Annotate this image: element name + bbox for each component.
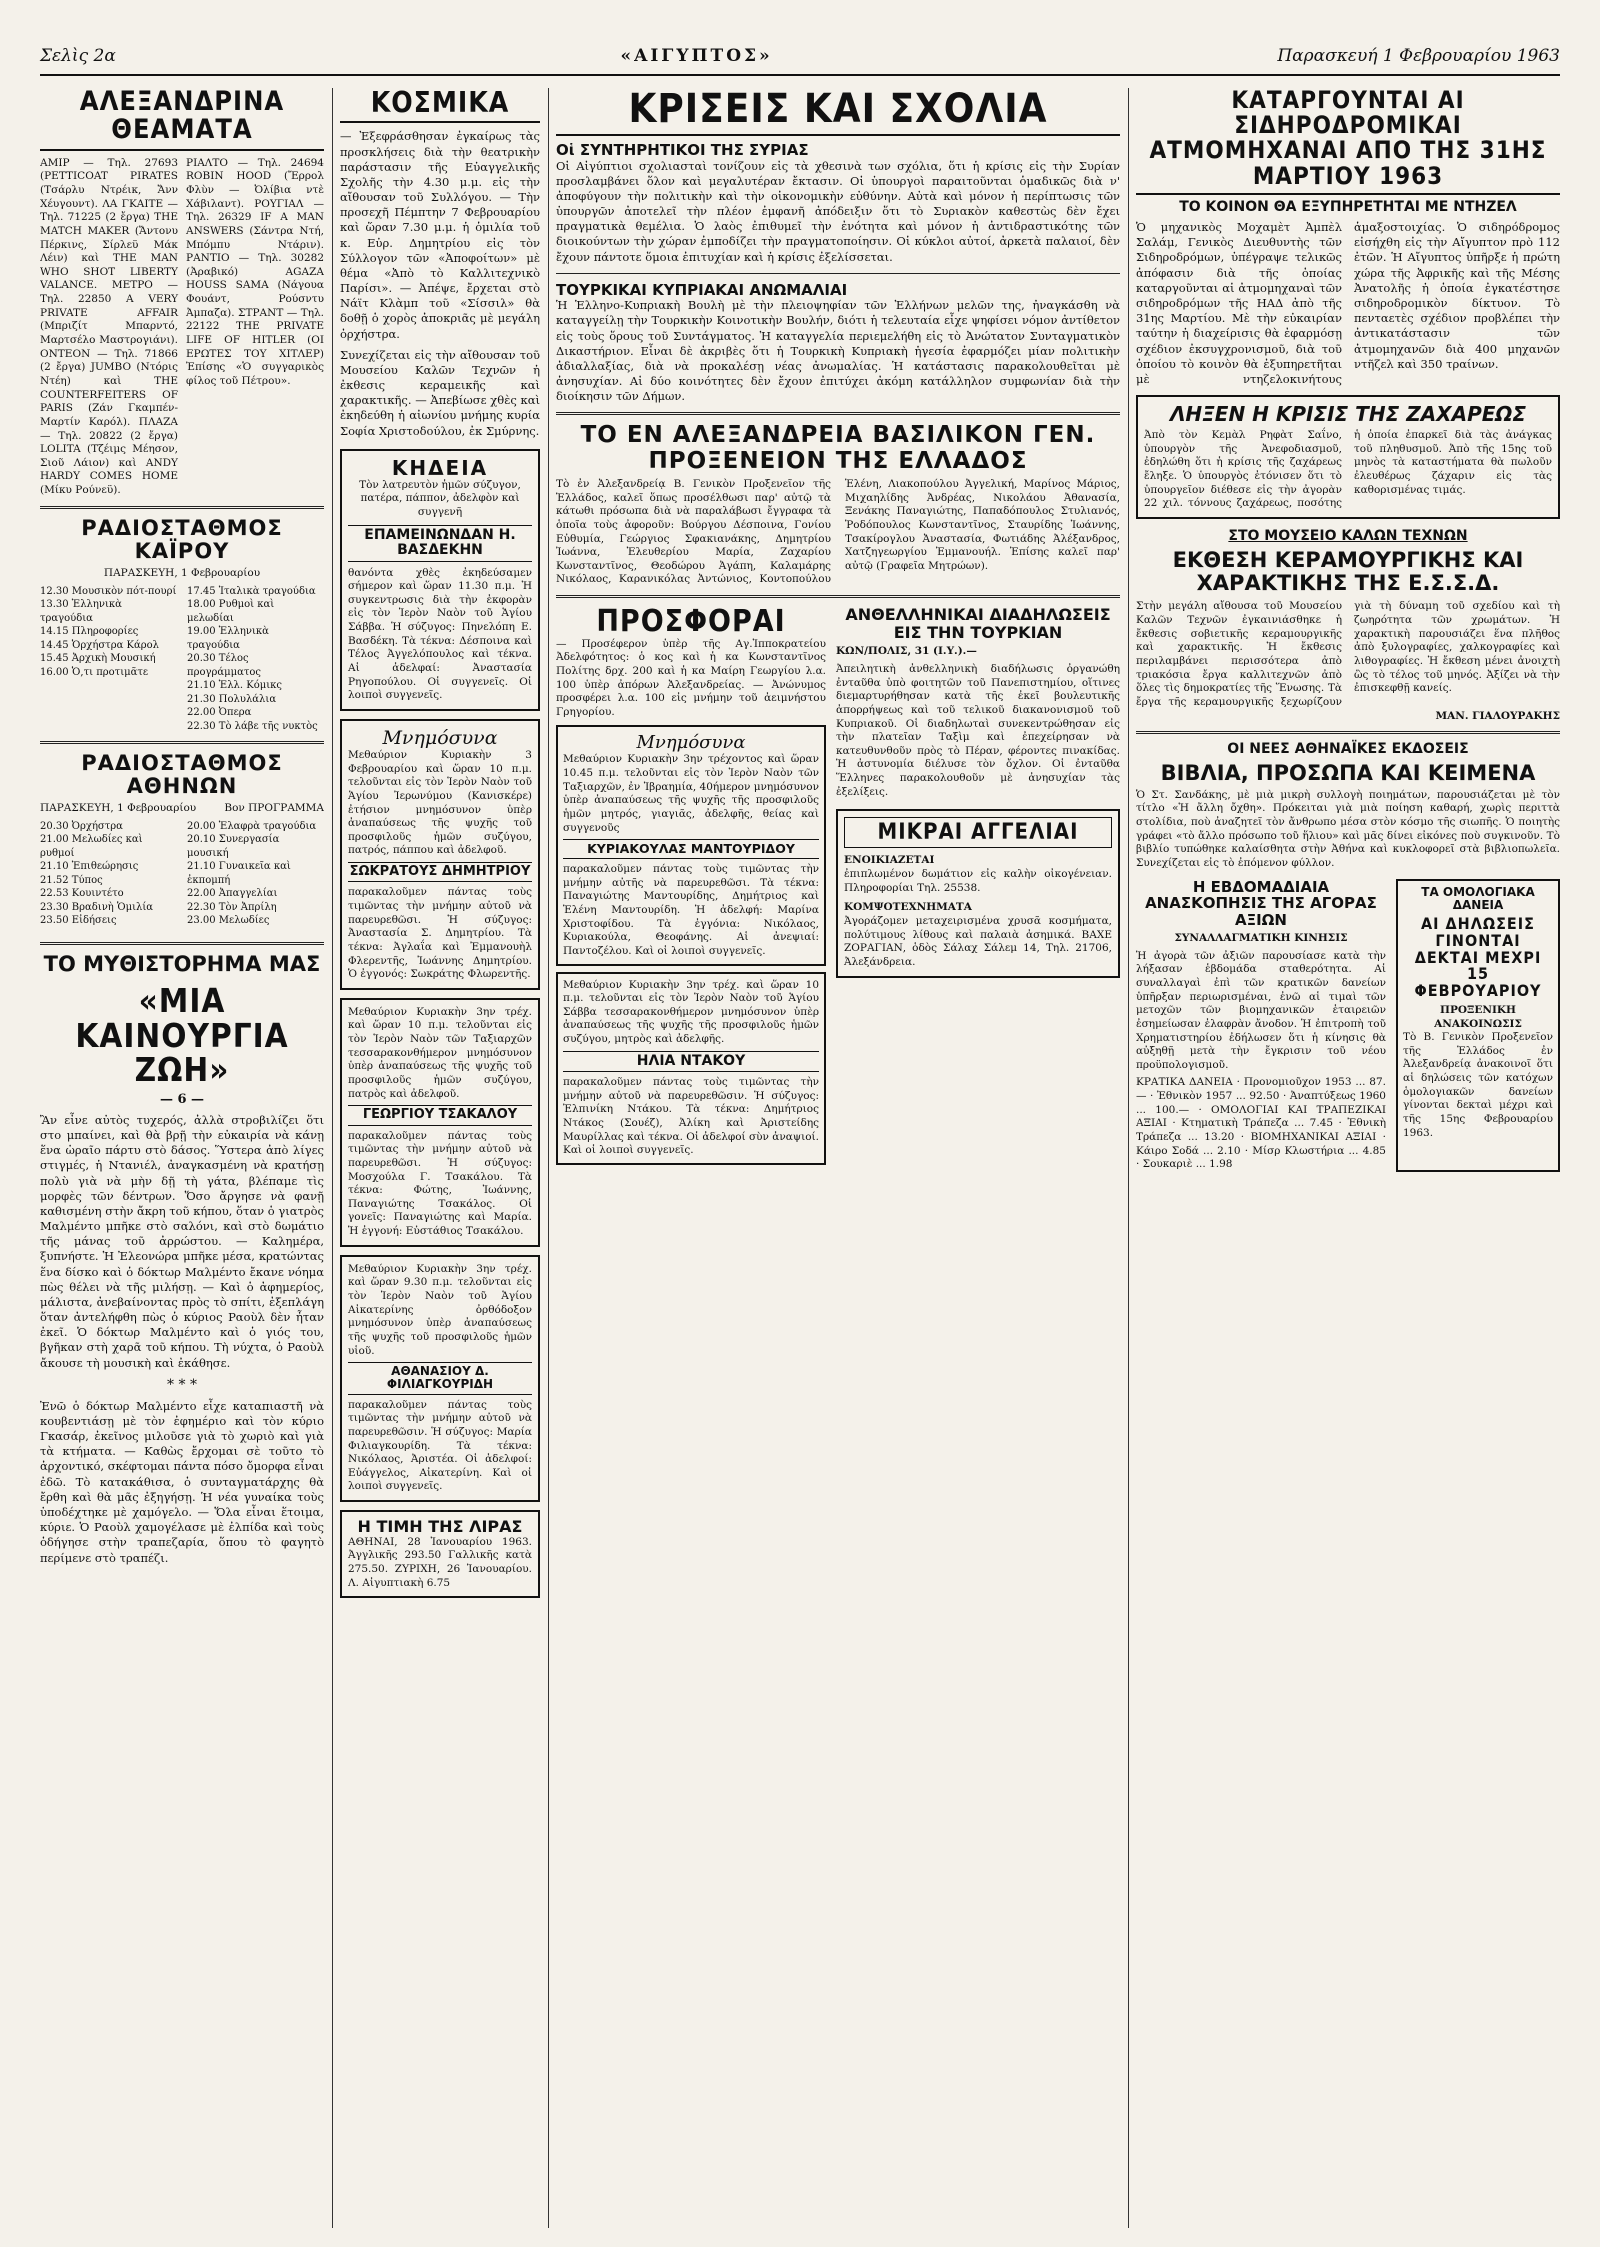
rent-text: ἐπιπλωμένον δωμάτιον εἰς καλὴν οἰκογένειαν. Πληροφορίαι Τηλ. 25538. — [844, 868, 1112, 894]
syria-text: Οἱ Αἰγύπτιοι σχολιασταὶ τονίζουν εἰς τὰ χθεσινὰ των σχόλια, ὅτι ἡ κρίσις εἰς τὴν Συρίαν προσλαμβάνει ὅλον καὶ μεγαλυτέραν ἔκτασιν. Οἱ ὑπουργοὶ παραιτοῦνται ὁμαδικῶς διὰ ν' ἀποφύγουν τὴν πολιτικὴν καὶ τὴν οἰκονομικὴν εὐθύνην. Αὐτὰ καὶ μόνον ἡ περίπτωσις τῶν ὑπουργῶν ἀποτελεῖ τὴν πλέον ἐμφανῆ ἀπόδειξιν ὅτι τὸ Συριακὸν καθεστὼς δὲν ἔχει πραγματικὰ θεμέλια. Ὁ λαὸς ἐπιθυμεῖ τὴν ἐνότητα καὶ μόνον ἡ ἀντιδραστικότης τῶν διοικούντων τὴν χώραν ἐμποδίζει τὴν πραγματοποίησιν. Οἱ κύκλοι αὐτοί, ἀρκετὰ παλαιοί, δὲν ἔχουν πάντοτε ὅμοια ἐπιτυχίαν καὶ ἡ κρίσις ἐξελίσσεται. — [556, 158, 1120, 264]
bonds-title: ΑΙ ΔΗΛΩΣΕΙΣ ΓΙΝΟΝΤΑΙ ΔΕΚΤΑΙ ΜΕΧΡΙ 15 ΦΕΒΡΟΥΑΡΙΟΥ — [1414, 913, 1542, 1001]
museum-author: ΜΑΝ. ΓΙΑΛΟΥΡΑΚΗΣ — [1435, 709, 1560, 722]
gold-price-title: Η ΤΙΜΗ ΤΗΣ ΛΙΡΑΣ — [357, 1517, 523, 1537]
novel-text: Ἂν εἶνε αὐτὸς τυχερός, ἀλλὰ στροβιλίζει ὅτι στο μπαίνει, καὶ θὰ βρῇ τὴν εὐκαιρία νὰ κάνῃ ἕνα ὡραῖο πάρτυ στὸ δάσος. Ὕστερα ἀπὸ λίγες στιγμές, ἡ Ντανιέλ, ἀναγκασμένη νὰ κρατήσῃ πολὺ γιὰ νὰ μὴν δῇ τὴ γάτα, βλέπαμε τὶς μορφὲς τῶν δέντρων. Ὅσο ἄργησε νὰ φανῇ καθισμένη στὴν ἄκρη τοῦ κήπου, ὅταν ὁ γιατρὸς Μαλμέντο μπῆκε στὸ σαλόνι, καὶ στὸ δωμάτιο τῆς μάνας τοῦ ἀρρώστου. — Καλημέρα, ξυπνήστε. Ἡ Ἐλεονώρα μπῆκε μέσα, κρατώντας ἕνα δίσκο καὶ ὁ δόκτωρ Μαλμέντο ἔκανε νόημα πὼς θέλει νὰ τῆς μιλήσῃ. — Καὶ ὁ ἀφημερίος, μάλιστα, ἀνεβαίνοντας πρὸς τὸ σπίτι, ἐξεπλάγη ὅταν ἀντελήφθη πὼς ὁ κύριος Ραοὺλ δὲν ἦταν ἐκεῖ. Ὁ δόκτωρ Μαλμέντο καὶ ὁ γιός του, βγῆκαν στὴ χαρᾶ τοῦ κήπου. Τὴ νύχτα, ὁ Ραοὺλ ἄκουσε τὴ μουσικὴ καὶ ἐκάθησε. — [40, 1112, 324, 1370]
memorial-family: παρακαλοῦμεν πάντας τοὺς τιμῶντας τὴν μνήμην αὐτοῦ νὰ παρευρεθῶσιν. Ἡ σύζυγος: Μαρία Φιλιαγκουρίδη. Τὰ τέκνα: Νικόλαος, Ἀριστέα. Οἱ ἀδελφοί: Εὐάγγελος, Αἰκατερίνη. Καὶ οἱ λοιποὶ συγγενεῖς. — [348, 1398, 532, 1493]
books-kicker: ΟΙ ΝΕΕΣ ΑΘΗΝΑΪΚΕΣ ΕΚΔΟΣΕΙΣ — [1227, 741, 1469, 758]
offers-title: ΠΡΟΣΦΟΡΑΙ — [596, 604, 786, 640]
memorial-text: Μεθαύριον Κυριακὴν 3 Φεβρουαρίου καὶ ὥραν 10 π.μ. τελοῦνται εἰς τὸν Ἱερὸν Ναὸν τοῦ Ἁγίου Ἰερωνύμου (Κανισκέρε) ἐτήσιον μνημόσυνον ὑπὲρ ἀναπαύσεως τῆς ψυχῆς τοῦ προσφιλοῦς ἡμῶν συζύγου, πατρός, πάππου καὶ ἀδελφοῦ. — [348, 748, 532, 857]
bonds-subtitle: ΠΡΟΞΕΝΙΚΗ ΑΝΑΚΟΙΝΩΣΙΣ — [1434, 1003, 1522, 1030]
social-title: ΚΟΣΜΙΚΑ — [340, 88, 540, 123]
small-ads-title: ΜΙΚΡΑΙ ΑΓΓΕΛΙΑΙ — [844, 817, 1112, 848]
museum-title: ΕΚΘΕΣΗ ΚΕΡΑΜΟΥΡΓΙΚΗΣ ΚΑΙ ΧΑΡΑΚΤΙΚΗΣ ΤΗΣ Ε.Σ.Σ.Δ. — [1172, 548, 1524, 596]
social-text-cont: Συνεχίζεται εἰς τὴν αἴθουσαν τοῦ Μουσείου Καλῶν Τεχνῶν ἡ ἐκθεσις κεραμεικῆς καὶ χαρακτικῆς. — Ἀπεβίωσε χθὲς καὶ ἐκηδεύθη ἡ αἰωνίου μνήμης κυρία Σοφία Χριστοδούλου, ἐκ Σμύρνης. — [340, 347, 540, 438]
small-ads — [836, 809, 1120, 977]
sugar-box — [1136, 395, 1560, 519]
funeral-title: ΚΗΔΕΙΑ — [391, 455, 489, 480]
memorial-family: παρακαλοῦμεν πάντας τοὺς τιμῶντας τὴν μνήμην αὐτοῦ νὰ παρευρεθῶσιν. Ἡ σύζυγος: Ἐλπινίκη Ντάκου. Τὰ τέκνα: Δημήτριος Ντάκος (Σουέζ), Ἀλίκη καὶ Ἀριστείδης Μαυρίλλας καὶ τέκνα. Οἱ ἀδελφοί σὺν ἀναψιοί. Καὶ οἱ λοιποὶ συγγενεῖς. — [563, 1076, 819, 1157]
railway-title: ΚΑΤΑΡΓΟΥΝΤΑΙ ΑΙ ΣΙΔΗΡΟΔΡΟΜΙΚΑΙ ΑΤΜΟΜΗΧΑΝΑΙ ΑΠΟ ΤΗΣ 31ΗΣ ΜΑΡΤΙΟΥ 1963 — [1136, 88, 1560, 195]
memorial-family: παρακαλοῦμεν πάντας τοὺς τιμῶντας τὴν μνήμην αὐτοῦ νὰ παρευρεθῶσι. Ἡ σύζυγος: Ἀναστασία Σ. Δημητρίου. Τὰ τέκνα: Ἀγλαΐα καὶ Ἐμμανουὴλ Φλερεντῆς, Ἰωάννης Δημητρίου. Ὁ ἐγγονός: Σωκράτης Φλωρεντῆς. — [348, 886, 532, 981]
novel-instalment: — 6 — — [159, 1091, 205, 1107]
jewelry-heading: ΚΟΜΨΟΤΕΧΝΗΜΑΤΑ — [844, 901, 972, 914]
novel-kicker: ΤΟ ΜΥΘΙΣΤΟΡΗΜΑ ΜΑΣ — [43, 951, 321, 976]
stock-title: Η ΕΒΔΟΜΑΔΙΑΙΑ ΑΝΑΣΚΟΠΗΣΙΣ ΤΗΣ ΑΓΟΡΑΣ ΑΞΙΩΝ — [1145, 877, 1377, 929]
turkish-text: Ἡ Ἑλληνο-Κυπριακὴ Βουλὴ μὲ τὴν πλειοψηφίαν τῶν Ἑλλήνων μελῶν της, ἠναγκάσθη νὰ καταγγείλῃ τὴν Τουρκικὴν Κοινοτικὴν Βουλήν, διότι ἡ τελευταία εἶχε ψηφίσει νόμον ἀντίθετον εἰς τοὺς ὅρους τοῦ Συντάγματος. Ἡ καταγγελία περιεμελήθη εἰς τὸ Ἀνώτατον Συνταγματικὸν Δικαστήριον. Εἶναι δὲ ἀκριβὲς ὅτι ἡ Τουρκικὴ Κυπριακὴ ἡγεσία ἐφαρμόζει μίαν πολιτικὴν ἀδιαλλαξίας, διὰ νὰ προκαλέσῃ νέας ἀνωμαλίας. Ἡ κατάστασις παρακολουθεῖται μὲ ἀνησυχίαν. Αἱ δύο κοινότητες δὲν ἔχουν ἐπιτύχει ἀκόμη κατάλληλον συμφωνίαν διὰ τὴν διοίκησιν τῶν Δήμων. — [556, 298, 1120, 404]
radio-cairo-schedule: 12.30 Μουσικὸν πότ-πουρί 13.30 Ἑλληνικὰ τραγούδια 14.15 Πληροφορίες 14.45 Ὁρχήστρα Κάρολ 15.45 Ἀρχικὴ Μουσική 16.00 Ὁ,τι προτιμᾶτε 17.45 Ἰταλικὰ τραγούδια 18.00 Ρυθμοὶ καὶ μελωδίαι 19.00 Ἑλληνικὰ τραγούδια 20.30 Τέλος προγράμματος 21.10 Ἑλλ. Κόμικς 21.30 Πολυλάλια 22.00 Ὀπερα 22.30 Τὸ λάβε τῆς νυκτὸς — [40, 585, 318, 732]
memorial-text: Μεθαύριον Κυριακὴν 3ην τρέχ. καὶ ὥραν 10 π.μ. τελοῦνται εἰς τὸν Ἱερὸν Ναὸν τῶν Ταξιαρχῶν τεσσαρακονθήμερον μνημόσυνον ὑπὲρ ἀναπαύσεως τῆς ψυχῆς τοῦ προσφιλοῦς ἡμῶν συζύγου, πατρὸς καὶ ἀδελφοῦ. — [348, 1005, 532, 1100]
gold-price-text: ΑΘΗΝΑΙ, 28 Ἰανουαρίου 1963. Ἀγγλικῆς 293.50 Γαλλικῆς κατὰ 275.50. ΖΥΡΙΧΗ, 26 Ἰανουαρίου. Λ. Αἰγυπτιακὴ 6.75 — [348, 1535, 532, 1589]
museum-text: Στὴν μεγάλη αἴθουσα τοῦ Μουσείου Καλῶν Τεχνῶν ἐγκαινιάσθηκε ἡ ἔκθεσις σοβιετικῆς κεραμουργικῆς καὶ χαρακτικῆς. Ἡ ἔκθεσις περιλαμβάνει περισσότερα ἀπὸ τριακόσια ἔργα καλλιτεχνῶν ἀπὸ ὅλες τὶς δημοκρατίες τῆς Ἕνωσης. Τὰ ἔργα τῆς κεραμουργικῆς ξεχωρίζουν γιὰ τὴ δύναμη τοῦ σχεδίου καὶ τὴ ζωηρότητα τῶν χρωμάτων. Ἡ χαρακτικὴ παρουσιάζει ἕνα πλῆθος ἀπὸ ξυλογραφίες, χαλκογραφίες καὶ λιθογραφίες. Ἡ ἔκθεση μένει ἀνοιχτὴ ὣς τὸ τέλος τοῦ μηνός. Ἀξίζει νὰ τὴν ἐπισκεφθῇ κανείς. — [1136, 600, 1560, 708]
stock-subtitle: ΣΥΝΑΛΛΑΓΜΑΤΙΚΗ ΚΙΝΗΣΙΣ — [1174, 932, 1348, 945]
page-number: Σελὶς 2α — [40, 46, 116, 66]
radio-athens-schedule: 20.30 Ὀρχήστρα 21.00 Μελωδίες καὶ ρυθμοί 21.10 Ἐπιθεώρησις 21.52 Τύπος 22.53 Κουιντέτο 23.30 Βραδινὴ Ὁμιλία 23.50 Εἰδήσεις 20.00 Ἐλαφρὰ τραγούδια 20.10 Συνεργασία μουσική 21.10 Γυναικεῖα καὶ ἐκπομπή 22.00 Ἀπαγγελίαι 22.30 Τὸν Ἀπρίλη 23.00 Μελωδίες — [40, 820, 317, 927]
column-social — [340, 88, 540, 2228]
bonds-notice — [1396, 879, 1560, 1172]
books-text: Ὁ Στ. Σανδάκης, μὲ μιὰ μικρὴ συλλογὴ ποιημάτων, παρουσιάζεται μὲ τὸν τίτλο «Ἡ ἄλλη ὄχθη». Πρόκειται γιὰ μιὰ ποίηση καθαρή, χωρὶς περιττὰ στολίδια, ποὺ ἀναζητεῖ τὸν ἄνθρωπο μέσα στὸν κόσμο τῆς σιωπῆς. Ὁ ποιητὴς γράφει «τὸ ἄλλο πρόσωπο τοῦ ἥλιου» καὶ μᾶς δίνει εἰκόνες ποὺ συγκινοῦν. Τὸ βιβλίο τυπώθηκε καλαίσθητα στὴν Ἀθήνα καὶ κυκλοφορεῖ στὰ βιβλιοπωλεῖα. Συνεχίζεται εἰς τὸ ἐπόμενον φύλλον. — [1136, 788, 1560, 869]
memorial-name: ΓΕΩΡΓΙΟΥ ΤΣΑΚΑΛΟΥ — [348, 1105, 532, 1125]
riot-title: ΑΝΘΕΛΛΗΝΙΚΑΙ ΔΙΑΔΗΛΩΣΕΙΣ ΕΙΣ ΤΗΝ ΤΟΥΡΚΙΑΝ — [845, 605, 1111, 642]
sugar-text: Ἀπὸ τὸν Κεμὰλ Ρηφὰτ Σαΐνο, ὑπουργὸν τῆς Ἀνεφοδιασμοῦ, ἐδηλώθη ὅτι ἡ κρίσις τῆς ζαχάρεως ἔληξε. Ὁ ὑπουργὸς ἐτόνισεν ὅτι τὸ ὑπουργεῖον διέθεσε εἰς τὴν ἀγορὰν 22 χιλ. τόννους ζαχάρεως, ποσότης ἡ ὁποία ἐπαρκεῖ διὰ τὰς ἀνάγκας τοῦ πληθυσμοῦ. Ἀπὸ τῆς 15ης τοῦ μηνὸς τὰ καταστήματα θὰ πωλοῦν ἐλευθέρως ζάχαριν εἰς τὰς καθορισμένας τιμάς. — [1144, 429, 1552, 510]
funeral-notice — [340, 449, 540, 711]
memorial-notice — [556, 725, 826, 965]
railway-subtitle: ΤΟ ΚΟΙΝΟΝ ΘΑ ΕΞΥΠΗΡΕΤΗΤΑΙ ΜΕ ΝΤΗΖΕΛ — [1179, 198, 1517, 215]
memorial-name: ΚΥΡΙΑΚΟΥΛΑΣ ΜΑΝΤΟΥΡΙΔΟΥ — [563, 839, 819, 859]
memorial-notice — [340, 998, 540, 1247]
commentary-title: ΚΡΙΣΕΙΣ ΚΑΙ ΣΧΟΛΙΑ — [556, 88, 1120, 136]
radio-cairo-day: ΠΑΡΑΣΚΕΥΗ, 1 Φεβρουαρίου — [103, 566, 261, 579]
theatres-listing: ΑΜΙΡ — Τηλ. 27693 (PETTICOAT PIRATES (Τσάρλυ Ντρέικ, Ἄνν Χέυγουντ). ΛΑ ΓΚΑΙΤΕ — Τηλ. 71225 (2 ἔργα) THE MATCH MAKER (Ἄντονυ Πέρκινς, Σίρλεϋ Μάκ Λέιν) καὶ THE MAN WHO SHOT LIBERTY VALANCE. ΜΕΤΡΟ — Τηλ. 22850 A VERY PRIVATE AFFAIR (Μπριζίτ Μπαρντό, Μαρτσέλο Μαστρογιάνι). ΟΝΤΕΟΝ — Τηλ. 71866 (2 ἔργα) JUMBO (Ντόρις Ντέη) καὶ THE COUNTERFEITERS OF PARIS (Ζάν Γκαμπέν-Μαρτίν Καρόλ). ΠΛΑΖΑ — Τηλ. 20822 (2 ἔργα) LOLITA (Τζέιμς Μέησον, Σιοῦ Λάιον) καὶ ANDY HARDY COMES HOME (Μίκυ Ρούνεϋ). — [40, 156, 178, 497]
funeral-name: ΕΠΑΜΕΙΝΩΝΔΑΝ Η. ΒΑΣΔΕΚΗΝ — [348, 525, 532, 562]
rent-heading: ΕΝΟΙΚΙΑΖΕΤΑΙ — [844, 854, 935, 867]
stock-text: Ἡ ἀγορὰ τῶν ἀξιῶν παρουσίασε κατὰ τὴν λήξασαν ἑβδομάδα σταθερότητα. Αἱ συναλλαγαὶ ἐπὶ τῶν κρατικῶν δανείων ὑπῆρξαν περιωρισμέναι, ἐνῶ αἱ τιμαὶ τῶν μετοχῶν τῶν βιομηχανικῶν ἑταιρειῶν ἐσημείωσαν ἐλαφρὰν ἄνοδον. Ἡ ἐπιτροπὴ τοῦ Χρηματιστηρίου ἐδήλωσεν ὅτι ἡ κίνησις θὰ αὐξηθῇ μετὰ τὴν ἔγκρισιν τοῦ νέου προϋπολογισμοῦ. — [1136, 949, 1386, 1071]
radio-athens-title: ΡΑΔΙΟΣΤΑΘΜΟΣ ΑΘΗΝΩΝ — [81, 751, 283, 799]
column-rule — [332, 88, 333, 2228]
railway-text: Ὁ μηχανικὸς Μοχαμὲτ Ἀμπὲλ Σαλάμ, Γενικὸς Διευθυντὴς τῶν Σιδηροδρόμων, ὑπέγραψε τελικῶς ἀπόφασιν διὰ τῆς ὁποίας καταργοῦνται αἱ ἀτμομηχαναὶ τῶν σιδηροδρόμων τῆς ΗΑΔ ἀπὸ τῆς 31ης Μαρτίου. Μὲ τὴν εὐκαιρίαν ταύτην ἡ διαχείρισις θὰ ἐφαρμόσῃ σχέδιον ἐκσυγχρονισμοῦ, διὰ τοῦ ὁποίου τὸ κοινὸν θὰ ἐξυπηρετῆται μὲ ντηζελοκινήτους ἁμαξοστοιχίας. Ὁ σιδηρόδρομος εἰσήχθη εἰς τὴν Αἴγυπτον πρὸ 112 ἐτῶν. Ἡ Αἴγυπτος ὑπῆρξε ἡ πρώτη χώρα τῆς Ἀφρικῆς καὶ τῆς Μέσης Ἀνατολῆς ἡ ὁποία ἐγκατέστησε σιδηροδρομικὸν δίκτυον. Τὸ πενταετὲς σχέδιον προβλέπει τὴν ἀντικατάστασιν τῶν ἀτμομηχανῶν διὰ 400 μηχανῶν ντῆζελ καὶ 350 τραίνων. — [1136, 220, 1560, 386]
museum-kicker: ΣΤΟ ΜΟΥΣΕΙΟ ΚΑΛΩΝ ΤΕΧΝΩΝ — [1228, 527, 1468, 544]
memorial-family: παρακαλοῦμεν πάντας τοὺς τιμῶντας τὴν μνήμην αὐτοῦ νὰ παρευρεθῶσι. Ἡ σύζυγος: Μοσχούλα Γ. Τσακάλου. Τὰ τέκνα: Φώτης, Ἰωάννης, Παναγιώτης Τσακάλος. Οἱ γονεῖς: Παναγιώτης καὶ Μαρία. Ἡ ἐγγονή: Εὐστάθιος Τσακάλου. — [348, 1129, 532, 1238]
memorial-text: Μεθαύριον Κυριακὴν 3ην τρέχ. καὶ ὥραν 9.30 π.μ. τελοῦνται εἰς τὸν Ἱερὸν Ναὸν τοῦ Ἁγίου Αἰκατερίνης ὀρθόδοξον μνημόσυνον ὑπὲρ ἀναπαύσεως τῆς ψυχῆς τοῦ προσφιλοῦς ἡμῶν υἱοῦ. — [348, 1262, 532, 1357]
memorial-notice — [340, 719, 540, 990]
novel-text-cont: Ἐνῶ ὁ δόκτωρ Μαλμέντο εἶχε καταπιαστῆ νὰ κουβεντιάσῃ μὲ τὸν ἐφημέριο καὶ τὸν κύριο Γκασάρ, ἐκεῖνος μιλοῦσε γιὰ τὸ χωριὸ καὶ γιὰ τὰ κτήματα. — Καθὼς ἔρχομαι σὲ τοῦτο τὸ ἀρχοντικό, σκέφτομαι πάντα πόσο ὄμορφα εἶναι ἐδῶ. Τὸ κατακάθισα, ὁ συνταγματάρχης θὰ ἔρθη καὶ θὰ μᾶς ἐξηγήσῃ. Ἡ νέα γυναίκα τοὺς ὑποδέχτηκε μὲ χαμόγελο. — Ὅλα εἶναι ἕτοιμα, κύριε. Ὁ Ραοὺλ χαμογέλασε μὲ ἐλπίδα καὶ τοὺς ὁδήγησε στὴν τραπεζαρία, ὅπου τὸ φαγητὸ περίμενε στὸ τραπέζι. — [40, 1398, 324, 1565]
memorial-title: Μνημόσυνα — [636, 732, 746, 754]
radio-athens-program: Βον ΠΡΟΓΡΑΜΜΑ — [224, 802, 324, 815]
books-title: ΒΙΒΛΙΑ, ΠΡΟΣΩΠΑ ΚΑΙ ΚΕΙΜΕΝΑ — [1160, 760, 1536, 785]
consulate-text: Τὸ ἐν Ἀλεξανδρείᾳ Β. Γενικὸν Προξενεῖον τῆς Ἑλλάδος, καλεῖ ὅπως προσέλθωσι παρ' αὐτῷ τὰ κάτωθι πρόσωπα διὰ νὰ παραλάβωσι ἔγγραφα τὰ ὁποῖα τοὺς ἀφοροῦν: Βούργου Δέσποινα, Γονίου Εὐθυμία, Γεώργιος Σφακιανάκης, Δημητρίου Ἰωάννα, Ἐλευθερίου Μαρία, Ζαχαρίου Κωνσταντῖνος, Θεοδώρου Ἀγάπη, Καλαμάρης Νικόλαος, Καρανικόλας Ἀντώνιος, Κοντοπούλου Ἑλένη, Λιακοπούλου Ἀγγελική, Μαρίνος Μάριος, Μιχαηλίδης Ἀνδρέας, Νικολάου Ἀθανασία, Ξενάκης Παναγιώτης, Παπαδόπουλος Στυλιανός, Ῥοδόπουλος Κωνσταντῖνος, Σταυρίδης Ἰωάννης, Τσακίρογλου Ἀναστασία, Φωτιάδης Ἀλέξανδρος, Χατζηγεωργίου Ἐμμανουήλ. Ἐπίσης καλεῖ παρ' αὐτῷ (Γραφεῖα Μητρώων). — [556, 478, 1120, 586]
memorial-name: ΗΛΙΑ ΝΤΑΚΟΥ — [563, 1051, 819, 1072]
bonds-kicker: ΤΑ ΟΜΟΛΟΓΙΑΚΑ ΔΑΝΕΙΑ — [1421, 884, 1535, 912]
column-rule — [548, 88, 549, 2228]
column-commentary — [556, 88, 1120, 2228]
offers-column — [556, 606, 826, 1165]
syria-heading: Οἱ ΣΥΝΤΗΡΗΤΙΚΟΙ ΤΗΣ ΣΥΡΙΑΣ — [556, 141, 809, 159]
memorial-text: Μεθαύριον Κυριακὴν 3ην τρέχ. καὶ ὥραν 10 π.μ. τελοῦνται εἰς τὸν Ἱερὸν Ναὸν τοῦ Ἁγίου Σάββα τεσσαρακονθήμερον μνημόσυνον ὑπὲρ ἀναπαύσεως τῆς ψυχῆς τῆς προσφιλοῦς ἡμῶν συζύγου, μητρὸς καὶ ἀδελφῆς. — [563, 978, 819, 1046]
theatres-listing-cont: ΡΙΑΛΤΟ — Τηλ. 24694 ROBIN HOOD (Ἔρρολ Φλὺν — Ὀλίβια ντὲ Χάβιλαντ). ΡΟΥΓΙΑΛ — Τηλ. 26329 IF A MAN ANSWERS (Σάντρα Ντή, Μπόμπυ Ντάριν). ΡΑΝΤΙΟ — Τηλ. 30282 (Ἀραβικό) AGAZA HOUSS SAMA (Νάγουα Φουάντ, Ρούσντυ Ἀμπαζα). ΣΤΡΑΝΤ — Τηλ. 22122 THE PRIVATE LIFE OF HITLER (ΟΙ ΕΡΩΤΕΣ ΤΟΥ ΧΙΤΛΕΡ) Ἐπίσης «Ὁ συγγαρικὸς φίλος τοῦ Πέτρου». — [186, 156, 324, 387]
column-rule — [1128, 88, 1129, 2228]
stock-review — [1136, 879, 1386, 1172]
riot-dateline: ΚΩΝ/ΠΟΛΙΣ, 31 (Ι.Υ.).— — [836, 645, 977, 658]
column-entertainment — [40, 88, 324, 2228]
riot-text: Ἀπειλητικὴ ἀνθελληνικὴ διαδήλωσις ὀργανώθη ἐνταῦθα ὑπὸ φοιτητῶν τοῦ Πανεπιστημίου, οἵτινες διεμαρτυρήθησαν κατὰ τῆς ἐκεῖ βουλευτικῆς ἀπορρήψεως καὶ τοῦ τελικοῦ διακανονισμοῦ τοῦ Κυπριακοῦ. Οἱ διαδηλωταὶ συνεκεντρώθησαν εἰς τὴν πλατεῖαν Ταξὶμ καὶ ἐπεχείρησαν νὰ κατευθυνθοῦν πρὸς τὸ Πέραν, φέροντες πινακίδας. Ἡ ἀστυνομία διέλυσε τὸν ὄχλον. Οἱ ἐνταῦθα Ἕλληνες παρακολουθοῦν μὲ ἀνησυχίαν τὰς ἐξελίξεις. — [836, 662, 1120, 798]
bonds-text: Τὸ Β. Γενικὸν Προξενεῖον τῆς Ἑλλάδος ἐν Ἀλεξανδρείᾳ ἀνακοινοῖ ὅτι αἱ δηλώσεις τῶν κατόχων ὁμολογιακῶν δανείων γίνονται δεκταὶ μέχρι καὶ τῆς 15ης Φεβρουαρίου 1963. — [1403, 1031, 1553, 1139]
jewelry-text: Ἀγοράζομεν μεταχειρισμένα χρυσᾶ κοσμήματα, πολύτιμους λίθους καὶ παλαιὰ ἀσημικά. ΒΑΧΕ ΖΟΡΑΓΙΑΝ, ὁδὸς Σάλαχ Σάλεμ 14, Τηλ. 21706, Ἀλεξάνδρεια. — [844, 915, 1112, 968]
sugar-title: ΛΗΞΕΝ Η ΚΡΙΣΙΣ ΤΗΣ ΖΑΧΑΡΕΩΣ — [1169, 402, 1527, 427]
memorial-notice — [556, 972, 826, 1165]
memorial-title: Μνημόσυνα — [382, 726, 498, 749]
social-text: — Ἐξεφράσθησαν ἐγκαίρως τὰς προσκλήσεις διὰ τὴν θεατρικὴν παράστασιν τῆς Εὐαγγελικῆς Σχολῆς τὴν 4.30 μ.μ. εἰς τὴν αἴθουσαν τοῦ Συλλόγου. — Τὴν προσεχῆ Πέμπτην 7 Φεβρουαρίου καὶ ὥραν 7.30 μ.μ. ἡ ὁμιλία τοῦ κ. Εὐρ. Δημητρίου εἰς τὸν Σύλλογον τῶν «Ἀποφοίτων» μὲ θέμα «Ἀπὸ τὸ Καλλιτεχνικὸ Παρίσι». — Ἀπέψε, ἔρχεται στὸ Νάϊτ Κλὰμπ τοῦ «Σίσσιλ» θὰ δοθῇ ὁ χορὸς ἀποκριᾶς μὲ μεγάλη ὀρχήστρα. — [340, 129, 540, 341]
memorial-notice — [340, 1255, 540, 1502]
masthead — [40, 38, 1560, 76]
newspaper-page — [40, 38, 1560, 2228]
newspaper-name: «ΑΙΓΥΠΤΟΣ» — [620, 46, 773, 66]
memorial-name: ΣΩΚΡΑΤΟΥΣ ΔΗΜΗΤΡΙΟΥ — [348, 862, 532, 882]
issue-date: Παρασκευή 1 Φεβρουαρίου 1963 — [1277, 46, 1560, 66]
riot-column — [836, 606, 1120, 1165]
funeral-text: θανόντα χθὲς ἐκηδεύσαμεν σήμερον καὶ ὥραν 11.30 π.μ. Ἡ συγκεντρωσις διὰ τὴν ἐκφορὰν εἰς τὸν Ἱερὸν Ναὸν τοῦ Ἁγίου Σάββα. Ἡ σύζυγος: Πηνελόπη Ε. Βασδέκη. Τὰ τέκνα: Δέσποινα καὶ Τέλος Ἀγγελόπουλος καὶ τέκνα. Αἱ ἀδελφαί: Ἀναστασία Ρηγοπούλου. Οἱ συγγενεῖς. Οἱ λοιποὶ συγγενεῖς. — [348, 566, 532, 702]
memorial-name: ΑΘΑΝΑΣΙΟΥ Δ. ΦΙΛΙΑΓΚΟΥΡΙΔΗ — [348, 1362, 532, 1394]
gold-price-box — [340, 1510, 540, 1598]
turkish-heading: ΤΟΥΡΚΙΚΑΙ ΚΥΠΡΙΑΚΑΙ ΑΝΩΜΑΛΙΑΙ — [556, 280, 848, 299]
novel-title: «ΜΙΑ ΚΑΙΝΟΥΡΓΙΑ ΖΩΗ» — [75, 980, 289, 1090]
funeral-intro: Τὸν λατρευτὸν ἡμῶν σύζυγον, πατέρα, πάππον, ἀδελφὸν καὶ συγγενῆ — [359, 478, 521, 519]
stock-prices: ΚΡΑΤΙΚΑ ΔΑΝΕΙΑ · Προνομιοῦχον 1953 ... 87.— · Ἐθνικὸν 1957 ... 92.50 · Ἀναπτύξεως 1960 ... 100.— · ΟΜΟΛΟΓΙΑΙ ΚΑΙ ΤΡΑΠΕΖΙΚΑΙ ΑΞΙΑΙ · Κτηματικὴ Τράπεζα ... 7.45 · Ἐθνικὴ Τράπεζα ... 13.20 · ΒΙΟΜΗΧΑΝΙΚΑΙ ΑΞΙΑΙ · Κάιρο Σοδά ... 2.10 · Μίσρ Κλωστήρια ... 4.85 · Σουκαριὲ ... 1.98 — [1136, 1076, 1386, 1171]
memorial-text: Μεθαύριον Κυριακὴν 3ην τρέχοντος καὶ ὥραν 10.45 π.μ. τελοῦνται εἰς τὸν Ἱερὸν Ναὸν τῶν Ταξιαρχῶν, ἐν Ἰβραημία, 40ήμερον μνημόσυνον ὑπὲρ ἀναπαύσεως τῆς ψυχῆς τῆς προσφιλοῦς ἡμῶν μητρός, γιαγιᾶς, ἀδελφῆς, θείας καὶ συγγενοῦς — [563, 753, 819, 834]
consulate-title: ΤΟ ΕΝ ΑΛΕΞΑΝΔΡΕΙΑ ΒΑΣΙΛΙΚΟΝ ΓΕΝ. ΠΡΟΞΕΝΕΙΟΝ ΤΗΣ ΕΛΛΑΔΟΣ — [580, 422, 1096, 474]
memorial-family: παρακαλοῦμεν πάντας τοὺς τιμῶντας τὴν μνήμην αὐτῆς νὰ παρευρεθῶσι. Τὰ τέκνα: Παναγιώτης Μαντουρίδης, Δημήτριος καὶ Ἑλένη Μαντουρίδη. Ἡ ἀδελφή: Μαρίνα Χριστοφίδου. Τὰ ἐγγόνια: Νικόλαος, Κυριακούλα, Θεοφάνης. Αἱ ἀνεψιαί: Παντοζέλου. Καὶ οἱ λοιποὶ συγγενεῖς. — [563, 863, 819, 957]
radio-athens-day: ΠΑΡΑΣΚΕΥΗ, 1 Φεβρουαρίου — [40, 802, 197, 815]
theatres-title: ΑΛΕΞΑΝΔΡΙΝΑ ΘΕΑΜΑΤΑ — [40, 88, 324, 151]
column-news — [1136, 88, 1560, 2228]
offers-text: — Προσέφερον ὑπὲρ τῆς Αγ.Ἱπποκρατείου Ἀδελφότητος: ὁ κος καὶ ἡ κα Κωνσταντῖνος Πολίτης δρχ. 200 καὶ ἡ κα Μαίρη Γεωργίου λ.α. 100 ὑπὲρ ἀπόρων Ἀλεξανδρείας. — Ἀνώνυμος προσφέρει λ.α. 100 εἰς μνήμην τοῦ ἀειμνήστου Γρηγορίου. — [556, 637, 826, 718]
section-break: * * * — [167, 1376, 197, 1393]
radio-cairo-title: ΡΑΔΙΟΣΤΑΘΜΟΣ ΚΑΪΡΟΥ — [81, 515, 283, 563]
